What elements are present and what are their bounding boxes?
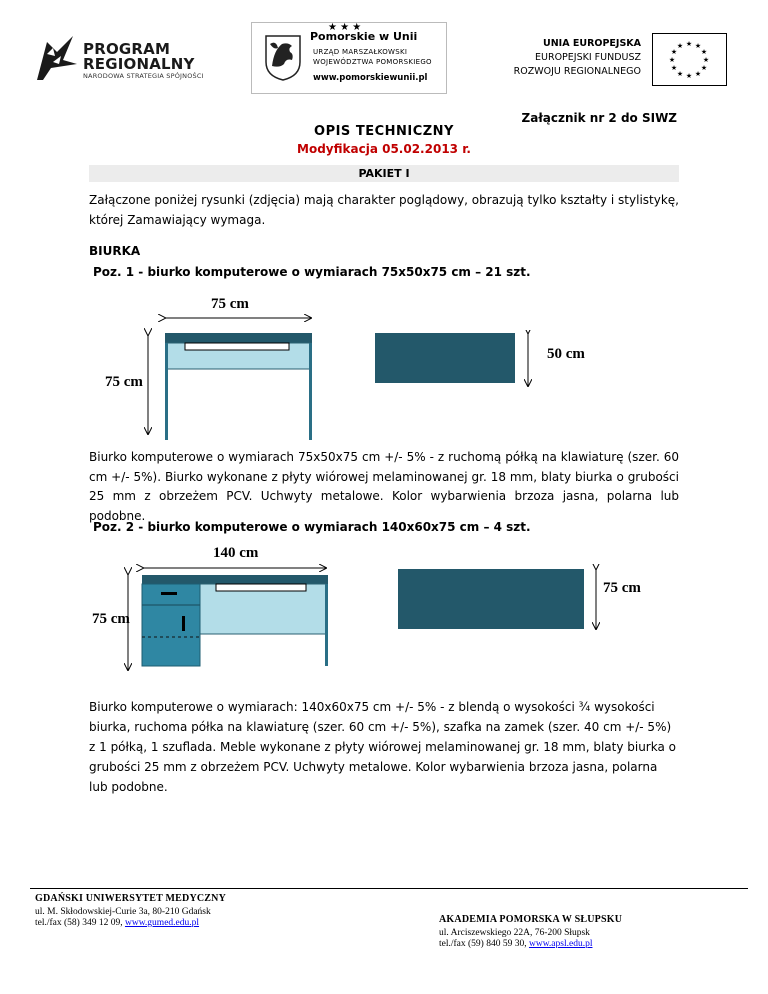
item1-depth-label: 50 cm <box>547 346 585 362</box>
program-title <box>83 42 195 72</box>
footer-right-phone: tel./fax (59) 840 59 30, <box>439 939 527 949</box>
item2-depth-label: 75 cm <box>603 580 641 596</box>
svg-text:★: ★ <box>700 64 708 72</box>
modification-date: Modyfikacja 05.02.2013 r. <box>297 142 471 156</box>
desk1-front-drawing <box>140 310 340 440</box>
svg-text:★: ★ <box>694 42 702 50</box>
footer-left-contact <box>35 918 199 928</box>
item2-width-label: 140 cm <box>213 545 259 561</box>
attachment-label: Załącznik nr 2 do SIWZ <box>521 111 677 125</box>
svg-text:★ ★ ★: ★ ★ ★ <box>328 22 362 32</box>
program-title-line2: REGIONALNY <box>83 55 195 73</box>
item2-height-label: 75 cm <box>92 611 130 627</box>
svg-text:★: ★ <box>702 56 710 64</box>
svg-text:★: ★ <box>670 64 678 72</box>
page-title: OPIS TECHNICZNY <box>314 124 454 139</box>
footer-left-phone: tel./fax (58) 349 12 09, <box>35 918 123 928</box>
package-label: PAKIET I <box>358 167 410 180</box>
svg-text:★: ★ <box>676 42 684 50</box>
intro-text: Załączone poniżej rysunki (zdjęcia) mają charakter poglądowy, obrazują tylko kształty i stylistykę, której Zamawiający wymaga. <box>89 193 679 227</box>
svg-text:★: ★ <box>676 70 684 78</box>
desk1-top-drawing <box>370 330 545 390</box>
footer-right-link[interactable]: www.apsl.edu.pl <box>528 939 593 949</box>
svg-text:★: ★ <box>668 56 676 64</box>
footer-left-address: ul. M. Skłodowskiej-Curie 3a, 80-210 Gdańsk <box>35 907 211 917</box>
item1-description: Biurko komputerowe o wymiarach 75x50x75 cm +/- 5% - z ruchomą półką na klawiaturę (szer. 60 cm +/- 5%). Biurko wykonane z płyty wiórowej melaminowanej gr. 18 mm, blaty biurka o grubości 25 mm z obrzeżem PCV. Uchwyty metalowe. Kolor wybarwienia brzoza jasna, polarna lub podobne. <box>89 450 679 523</box>
section-heading: BIURKA <box>89 244 141 258</box>
svg-text:★: ★ <box>700 48 708 56</box>
gryphon-crest-icon <box>262 32 304 82</box>
svg-text:★: ★ <box>685 40 693 48</box>
item1-heading: Poz. 1 - biurko komputerowe o wymiarach 75x50x75 cm – 21 szt. <box>93 265 531 279</box>
eu-flag-icon <box>652 33 727 86</box>
footer-right-name: AKADEMIA POMORSKA W SŁUPSKU <box>439 914 623 925</box>
footer-right-contact <box>439 939 592 949</box>
pomorskie-name: Pomorskie w Unii <box>310 30 418 43</box>
footer-right-address: ul. Arciszewskiego 22A, 76-200 Słupsk <box>439 928 590 938</box>
program-title-line1: PROGRAM <box>83 40 171 58</box>
svg-text:★: ★ <box>670 48 678 56</box>
eu-line1: UNIA EUROPEJSKA <box>543 38 641 49</box>
item2-description: Biurko komputerowe o wymiarach: 140x60x75 cm +/- 5% - z blendą o wysokości ¾ wysokości biurka, ruchoma półka na klawiaturę (szer. 60 cm +/- 5%), szafka na zamek (szer. 40 cm +/- 5%) z 1 półką, 1 szuflada. Meble wykonane z płyty wiórowej melaminowanej gr. 18 mm, blaty biurka o grubości 25 mm z obrzeżem PCV. Uchwyty metalowe. Kolor wybarwienia brzoza jasna, polarna lub podobne. <box>89 700 676 794</box>
item1-height-label: 75 cm <box>105 374 143 390</box>
svg-text:★: ★ <box>694 70 702 78</box>
svg-text:★: ★ <box>685 72 693 80</box>
item1-width-label: 75 cm <box>211 296 249 312</box>
program-regionalny-logo <box>33 34 79 82</box>
footer-divider <box>30 888 748 889</box>
pomorskie-line1: URZĄD MARSZAŁKOWSKI <box>313 48 408 56</box>
desk2-front-drawing <box>120 560 335 675</box>
program-subtitle: NARODOWA STRATEGIA SPÓJNOŚCI <box>83 72 204 80</box>
footer-left-name: GDAŃSKI UNIWERSYTET MEDYCZNY <box>35 893 227 904</box>
desk2-top-drawing <box>390 564 610 634</box>
item2-heading: Poz. 2 - biurko komputerowe o wymiarach 140x60x75 cm – 4 szt. <box>93 520 531 534</box>
footer-left-link[interactable]: www.gumed.edu.pl <box>124 918 200 928</box>
eu-line2: EUROPEJSKI FUNDUSZ <box>535 52 641 63</box>
pomorskie-url[interactable]: www.pomorskiewunii.pl <box>313 73 428 83</box>
pomorskie-line2: WOJEWÓDZTWA POMORSKIEGO <box>313 58 432 66</box>
eu-line3: ROZWOJU REGIONALNEGO <box>513 66 641 77</box>
